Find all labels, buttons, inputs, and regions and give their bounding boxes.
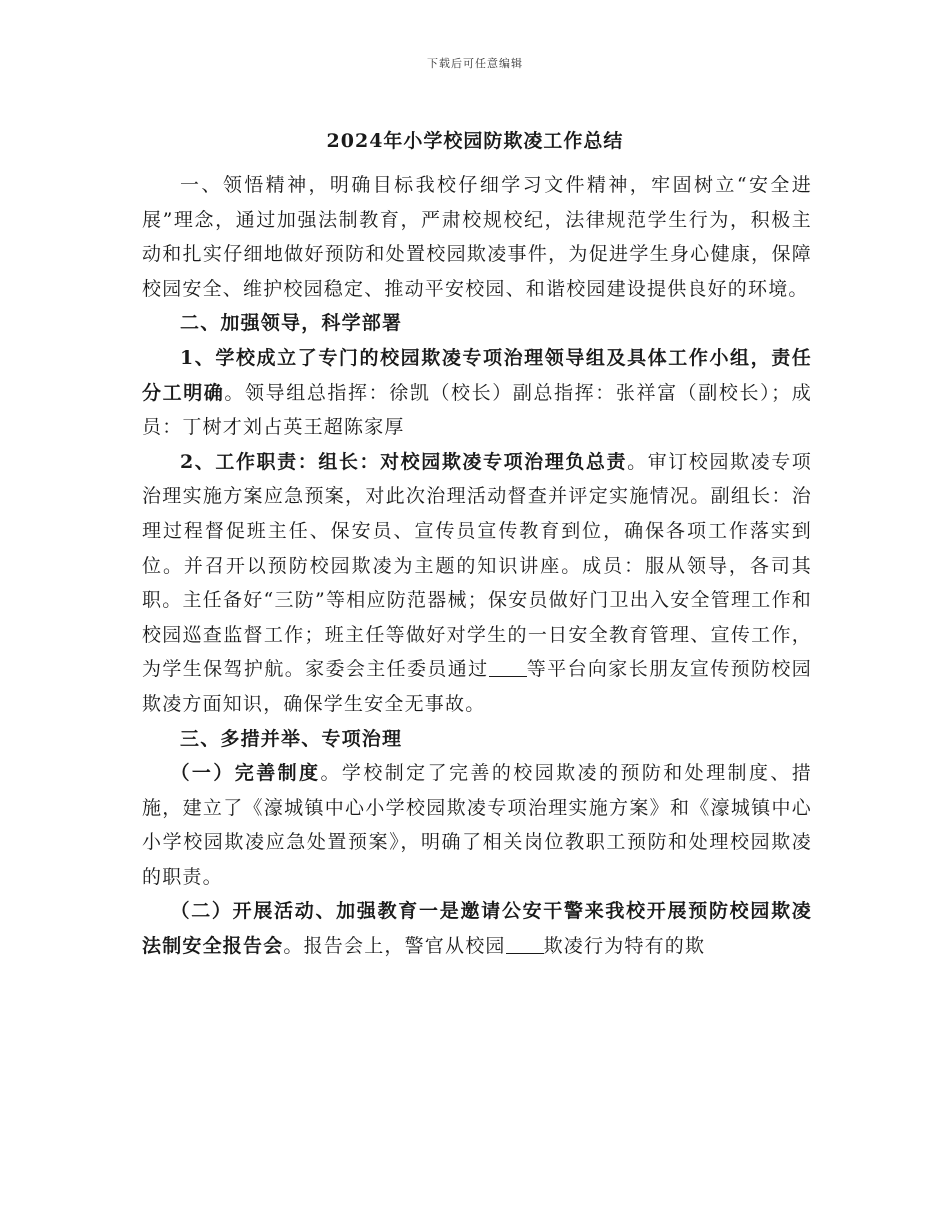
paragraph-duties-rest-b: 等平台向家长朋友宣传预防校园欺凌方面知识，确保学生安全无事故。 (142, 658, 812, 715)
paragraph-duties (142, 445, 812, 722)
paragraph-leadership-rest: 。领导组总指挥：徐凯（校长）副总指挥：张祥富（副校长）；成员：丁树才刘占英王超陈家厚 (142, 381, 812, 439)
paragraph-system (142, 756, 812, 894)
paragraph-duties-bold: 2、工作职责：组长：对校园欺凌专项治理负总责 (180, 450, 628, 473)
section-heading-2: 二、加强领导，科学部署 (180, 312, 403, 335)
blank-underline (506, 934, 544, 954)
paragraph-activities-rest-a: 。报告会上，警官从校园 (283, 935, 506, 958)
paragraph-leadership (142, 341, 812, 445)
section-heading-3: 三、多措并举、专项治理 (180, 727, 403, 750)
document-body (142, 168, 812, 964)
paragraph-duties-rest-a: 。审订校园欺凌专项治理实施方案应急预案，对此次治理活动督查并评定实施情况。副组长：治理过程督促班主任、保安员、宣传员宣传教育到位，确保各项工作落实到位。并召开以预防校园欺凌为主题的知识讲座。成员：服从领导，各司其职。主任备好“三防”等相应防范器械；保安员做好门卫出入安全管理工作和校园巡查监督工作；班主任等做好对学生的一日安全教育管理、宣传工作，为学生保驾护航。家委会主任委员通过 (142, 450, 812, 681)
document-title: 2024年小学校园防欺凌工作总结 (326, 130, 624, 152)
paragraph-intro: 一、领悟精神，明确目标我校仔细学习文件精神，牢固树立“安全进展”理念，通过加强法制教育，严肃校规校纪，法律规范学生行为，积极主动和扎实仔细地做好预防和处置校园欺凌事件，为促进学生身心健康，保障校园安全、维护校园稳定、推动平安校园、和谐校园建设提供良好的环境。 (142, 174, 812, 300)
paragraph-activities-rest-b: 欺凌行为特有的欺 (543, 935, 706, 958)
paragraph-activities (142, 894, 812, 963)
paragraph-system-rest: 。学校制定了完善的校园欺凌的预防和处理制度、措施，建立了《濠城镇中心小学校园欺凌专项治理实施方案》和《濠城镇中心小学校园欺凌应急处置预案》，明确了相关岗位教职工预防和处理校园欺凌的职责。 (142, 762, 812, 888)
header-note: 下载后可任意编辑 (427, 57, 523, 70)
paragraph-activities-bold: （二）开展活动、加强教育一是邀请公安干警来我校开展预防校园欺凌法制安全报告会 (142, 900, 812, 958)
blank-underline (489, 657, 527, 677)
paragraph-leadership-bold: 1、学校成立了专门的校园欺凌专项治理领导组及具体工作小组，责任分工明确 (142, 346, 812, 404)
paragraph-system-bold: （一）完善制度 (170, 762, 321, 785)
